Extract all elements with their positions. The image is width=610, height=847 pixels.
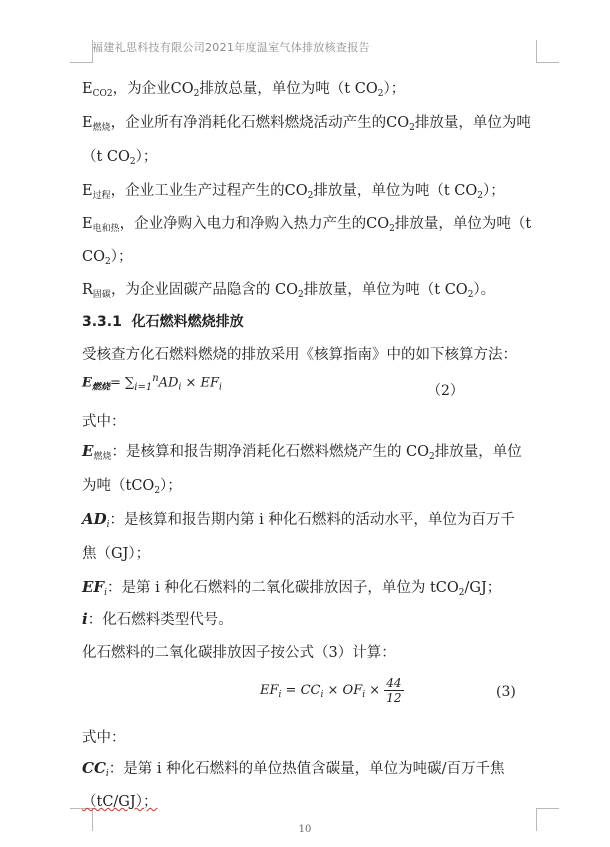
def-e-co2: $E_{CO2}$，为企业$CO_2$排放总量，单位为吨（t $CO_2$）； — [82, 81, 406, 99]
equation-2-number: （2） — [427, 383, 464, 399]
def-e-burn-cont: （t $CO_2$）； — [82, 149, 158, 167]
formula-3-intro: 化石燃料的二氧化碳排放因子按公式（3）计算： — [82, 645, 396, 661]
where-label-2: 式中： — [82, 730, 126, 746]
var-cc: $CC_i$：是第 i 种化石燃料的单位热值含碳量，单位为吨碳/百万千焦 — [82, 759, 505, 779]
equation-3: $EF_i = CC_i \times OF_i$ × $\frac{44}{12}$ — [260, 676, 402, 705]
where-label-1: 式中： — [82, 414, 126, 430]
page-number: 10 — [298, 824, 312, 835]
def-e-burn: $E_{燃烧}$，企业所有净消耗化石燃料燃烧活动产生的$CO_2$排放量，单位为吨 — [82, 115, 531, 133]
equation-3-number: (3) — [496, 684, 516, 700]
var-ad-cont: 焦（GJ）； — [82, 546, 151, 562]
corner-mark-top-right — [536, 40, 559, 63]
var-i: i：化石燃料类型代号。 — [82, 610, 233, 628]
fraction-44-12: $\frac{44}{12}$ — [386, 676, 402, 705]
var-ef: $EF_i$：是第 i 种化石燃料的二氧化碳排放因子，单位为 tCO$_2$/GJ； — [82, 578, 502, 598]
corner-mark-top-left — [70, 40, 93, 63]
equation-2: $E_{燃烧}= \sum_{i=1}^nAD_i \times EF_i$ — [82, 373, 222, 393]
section-heading: 3.3.1 化石燃料燃烧排放 — [82, 314, 244, 330]
def-e-electricity-heat: $E_{电和热}$，企业净购入电力和净购入热力产生的$CO_2$排放量，单位为吨（t — [82, 216, 532, 234]
var-e-burn: $E_{燃烧}$：是核算和报告期净消耗化石燃料燃烧产生的 $CO_2$排放量，单位 — [82, 442, 522, 462]
def-e-electricity-heat-cont: $CO_2$）； — [82, 249, 133, 267]
def-r-carbon-fixed: $R_{固碳}$，为企业固碳产品隐含的 $CO_2$排放量，单位为吨（t $CO_2$）。 — [82, 282, 496, 300]
def-e-process: $E_{过程}$，企业工业生产过程产生的$CO_2$排放量，单位为吨（t $CO_2$）； — [82, 183, 505, 201]
var-e-burn-cont: 为吨（tCO$_2$）； — [82, 478, 182, 496]
page-header: 福建礼思科技有限公司2021年度温室气体排放核查报告 — [92, 41, 370, 54]
var-ad: $AD_i$：是核算和报告期内第 i 种化石燃料的活动水平，单位为百万千 — [82, 510, 515, 530]
intro-text: 受核查方化石燃料燃烧的排放采用《核算指南》中的如下核算方法： — [82, 347, 517, 363]
var-cc-cont: （tC/GJ）； — [82, 794, 158, 810]
